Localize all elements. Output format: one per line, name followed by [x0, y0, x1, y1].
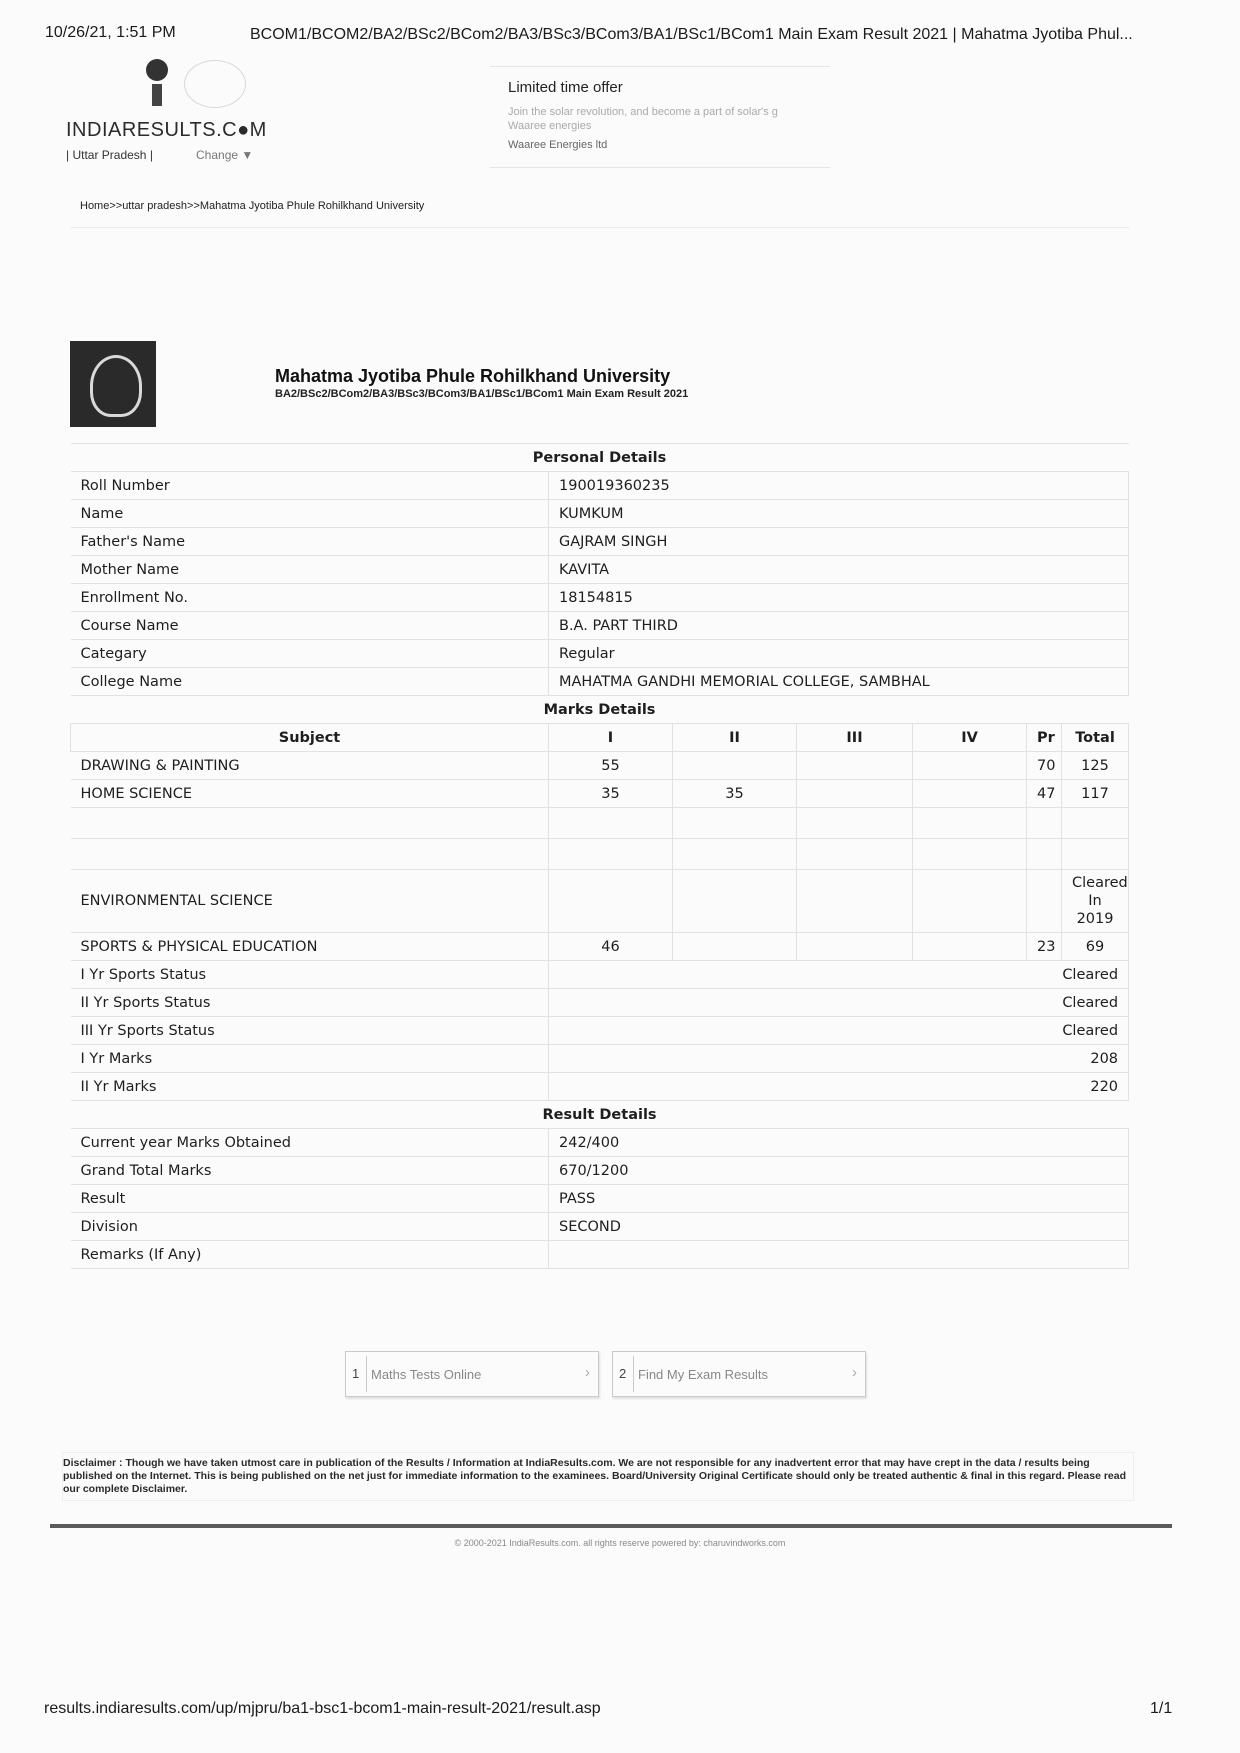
subject-row — [71, 780, 1129, 808]
table-row — [71, 1129, 1129, 1157]
site-logo[interactable] — [66, 56, 276, 166]
row-value: MAHATMA GANDHI MEMORIAL COLLEGE, SAMBHAL — [549, 668, 1129, 696]
chevron-right-icon: › — [585, 1364, 590, 1381]
paper-3-marks — [797, 752, 913, 780]
row-label: Grand Total Marks — [71, 1157, 549, 1185]
status-row — [71, 1017, 1129, 1045]
table-row — [71, 668, 1129, 696]
paper-3-marks — [797, 780, 913, 808]
divider — [366, 1356, 367, 1392]
university-seal-icon — [70, 341, 156, 427]
paper-4-marks — [913, 752, 1027, 780]
col-paper-3: III — [797, 724, 913, 752]
row-label: I Yr Marks — [71, 1045, 549, 1073]
table-row — [71, 1157, 1129, 1185]
total-marks: 125 — [1062, 752, 1129, 780]
paper-1-marks: 35 — [549, 780, 673, 808]
col-paper-2: II — [673, 724, 797, 752]
result-details-heading: Result Details — [71, 1101, 1129, 1129]
col-paper-1: I — [549, 724, 673, 752]
table-row — [71, 472, 1129, 500]
copyright: © 2000-2021 IndiaResults.com. all rights reserve powered by: charuvindworks.com — [454, 1538, 786, 1548]
link-number: 2 — [619, 1366, 627, 1381]
print-page-number: 1/1 — [1150, 1700, 1173, 1717]
row-label: Enrollment No. — [71, 584, 549, 612]
logo-text: INDIARESULTS.C●M — [66, 119, 267, 141]
row-value: 220 — [549, 1073, 1129, 1101]
table-row — [71, 1213, 1129, 1241]
row-value: PASS — [549, 1185, 1129, 1213]
breadcrumb[interactable]: Home>>uttar pradesh>>Mahatma Jyotiba Phule Rohilkhand University — [80, 200, 425, 212]
col-practical: Pr — [1027, 724, 1062, 752]
row-value: Cleared — [549, 1017, 1129, 1045]
subject-row — [71, 870, 1129, 933]
row-value: 242/400 — [549, 1129, 1129, 1157]
row-label: Father's Name — [71, 528, 549, 556]
personal-details-heading: Personal Details — [71, 444, 1129, 472]
subject-name: SPORTS & PHYSICAL EDUCATION — [71, 933, 549, 961]
row-label: Roll Number — [71, 472, 549, 500]
status-row — [71, 1045, 1129, 1073]
row-label: Current year Marks Obtained — [71, 1129, 549, 1157]
table-row — [71, 556, 1129, 584]
disclaimer: Disclaimer : Though we have taken utmost care in publication of the Results / Information at IndiaResults.com. We are not responsible for any inadvertent error that may have crept in the data / results being published on the Internet. This is being published on the net just for immediate information to the examinees. Board/University Original Certificate should only be treated authentic & final in this regard. Please read our complete Disclaimer. — [62, 1452, 1134, 1501]
marks-header-row — [71, 724, 1129, 752]
footer-divider — [50, 1524, 1172, 1528]
subject-name: HOME SCIENCE — [71, 780, 549, 808]
col-total: Total — [1062, 724, 1129, 752]
table-row — [71, 1185, 1129, 1213]
row-label: Result — [71, 1185, 549, 1213]
ad-company: Waaree Energies ltd — [508, 139, 608, 151]
empty-row — [71, 808, 1129, 839]
print-page-title: BCOM1/BCOM2/BA2/BSc2/BCom2/BA3/BSc3/BCom3/BA1/BSc1/BCom1 Main Exam Result 2021 | Mahatma Jyotiba Phul... — [250, 26, 1133, 43]
row-label: Course Name — [71, 612, 549, 640]
row-value: 670/1200 — [549, 1157, 1129, 1185]
ad-subtext: Waaree energies — [508, 120, 592, 132]
practical-marks: 23 — [1027, 933, 1062, 961]
col-subject: Subject — [71, 724, 549, 752]
row-value: Cleared — [549, 961, 1129, 989]
row-label: Division — [71, 1213, 549, 1241]
row-label: Categary — [71, 640, 549, 668]
subject-row — [71, 752, 1129, 780]
find-my-exam-results-link[interactable] — [612, 1351, 866, 1397]
table-row — [71, 500, 1129, 528]
state-watermark-icon — [184, 60, 246, 108]
row-label: College Name — [71, 668, 549, 696]
practical-marks: 70 — [1027, 752, 1062, 780]
paper-1-marks: 46 — [549, 933, 673, 961]
total-marks: 69 — [1062, 933, 1129, 961]
row-label: II Yr Marks — [71, 1073, 549, 1101]
ad-title: Limited time offer — [508, 79, 623, 96]
paper-4-marks — [913, 780, 1027, 808]
indiaresults-emblem-icon — [138, 58, 176, 108]
change-state-link[interactable]: Change ▼ — [196, 148, 254, 162]
subject-name: DRAWING & PAINTING — [71, 752, 549, 780]
row-value: Regular — [549, 640, 1129, 668]
university-name: Mahatma Jyotiba Phule Rohilkhand University — [275, 366, 671, 386]
row-value: 190019360235 — [549, 472, 1129, 500]
ad-text: Join the solar revolution, and become a part of solar's g — [508, 106, 778, 118]
maths-tests-online-link[interactable] — [345, 1351, 599, 1397]
paper-2-marks — [673, 752, 797, 780]
subject-row — [71, 933, 1129, 961]
row-label: Mother Name — [71, 556, 549, 584]
row-value: Cleared — [549, 989, 1129, 1017]
link-number: 1 — [352, 1366, 360, 1381]
row-label: Remarks (If Any) — [71, 1241, 549, 1269]
table-row — [71, 1241, 1129, 1269]
ad-banner[interactable] — [490, 66, 830, 168]
row-value: KAVITA — [549, 556, 1129, 584]
table-row — [71, 640, 1129, 668]
row-value: KUMKUM — [549, 500, 1129, 528]
link-label: Maths Tests Online — [371, 1367, 482, 1382]
paper-2-marks: 35 — [673, 780, 797, 808]
total-marks: Cleared In 2019 — [1062, 870, 1129, 933]
chevron-right-icon: › — [852, 1364, 857, 1381]
marks-details-heading: Marks Details — [71, 696, 1129, 724]
divider — [70, 227, 1130, 228]
table-row — [71, 612, 1129, 640]
table-row — [71, 528, 1129, 556]
status-row — [71, 989, 1129, 1017]
row-label: II Yr Sports Status — [71, 989, 549, 1017]
status-row — [71, 1073, 1129, 1101]
print-url: results.indiaresults.com/up/mjpru/ba1-bsc1-bcom1-main-result-2021/result.asp — [44, 1700, 601, 1717]
subject-name: ENVIRONMENTAL SCIENCE — [71, 870, 549, 933]
divider — [633, 1356, 634, 1392]
state-label: | Uttar Pradesh | — [66, 148, 153, 162]
row-value: 208 — [549, 1045, 1129, 1073]
row-label: I Yr Sports Status — [71, 961, 549, 989]
exam-name: BA2/BSc2/BCom2/BA3/BSc3/BCom3/BA1/BSc1/BCom1 Main Exam Result 2021 — [275, 388, 689, 400]
row-label: III Yr Sports Status — [71, 1017, 549, 1045]
link-label: Find My Exam Results — [638, 1367, 769, 1382]
row-value: 18154815 — [549, 584, 1129, 612]
status-row — [71, 961, 1129, 989]
print-datetime: 10/26/21, 1:51 PM — [45, 24, 176, 41]
row-value: B.A. PART THIRD — [549, 612, 1129, 640]
row-label: Name — [71, 500, 549, 528]
practical-marks: 47 — [1027, 780, 1062, 808]
table-row — [71, 584, 1129, 612]
empty-row — [71, 839, 1129, 870]
col-paper-4: IV — [913, 724, 1027, 752]
row-value: GAJRAM SINGH — [549, 528, 1129, 556]
row-value: SECOND — [549, 1213, 1129, 1241]
row-value — [549, 1241, 1129, 1269]
total-marks: 117 — [1062, 780, 1129, 808]
result-table — [70, 443, 1129, 1269]
paper-1-marks: 55 — [549, 752, 673, 780]
